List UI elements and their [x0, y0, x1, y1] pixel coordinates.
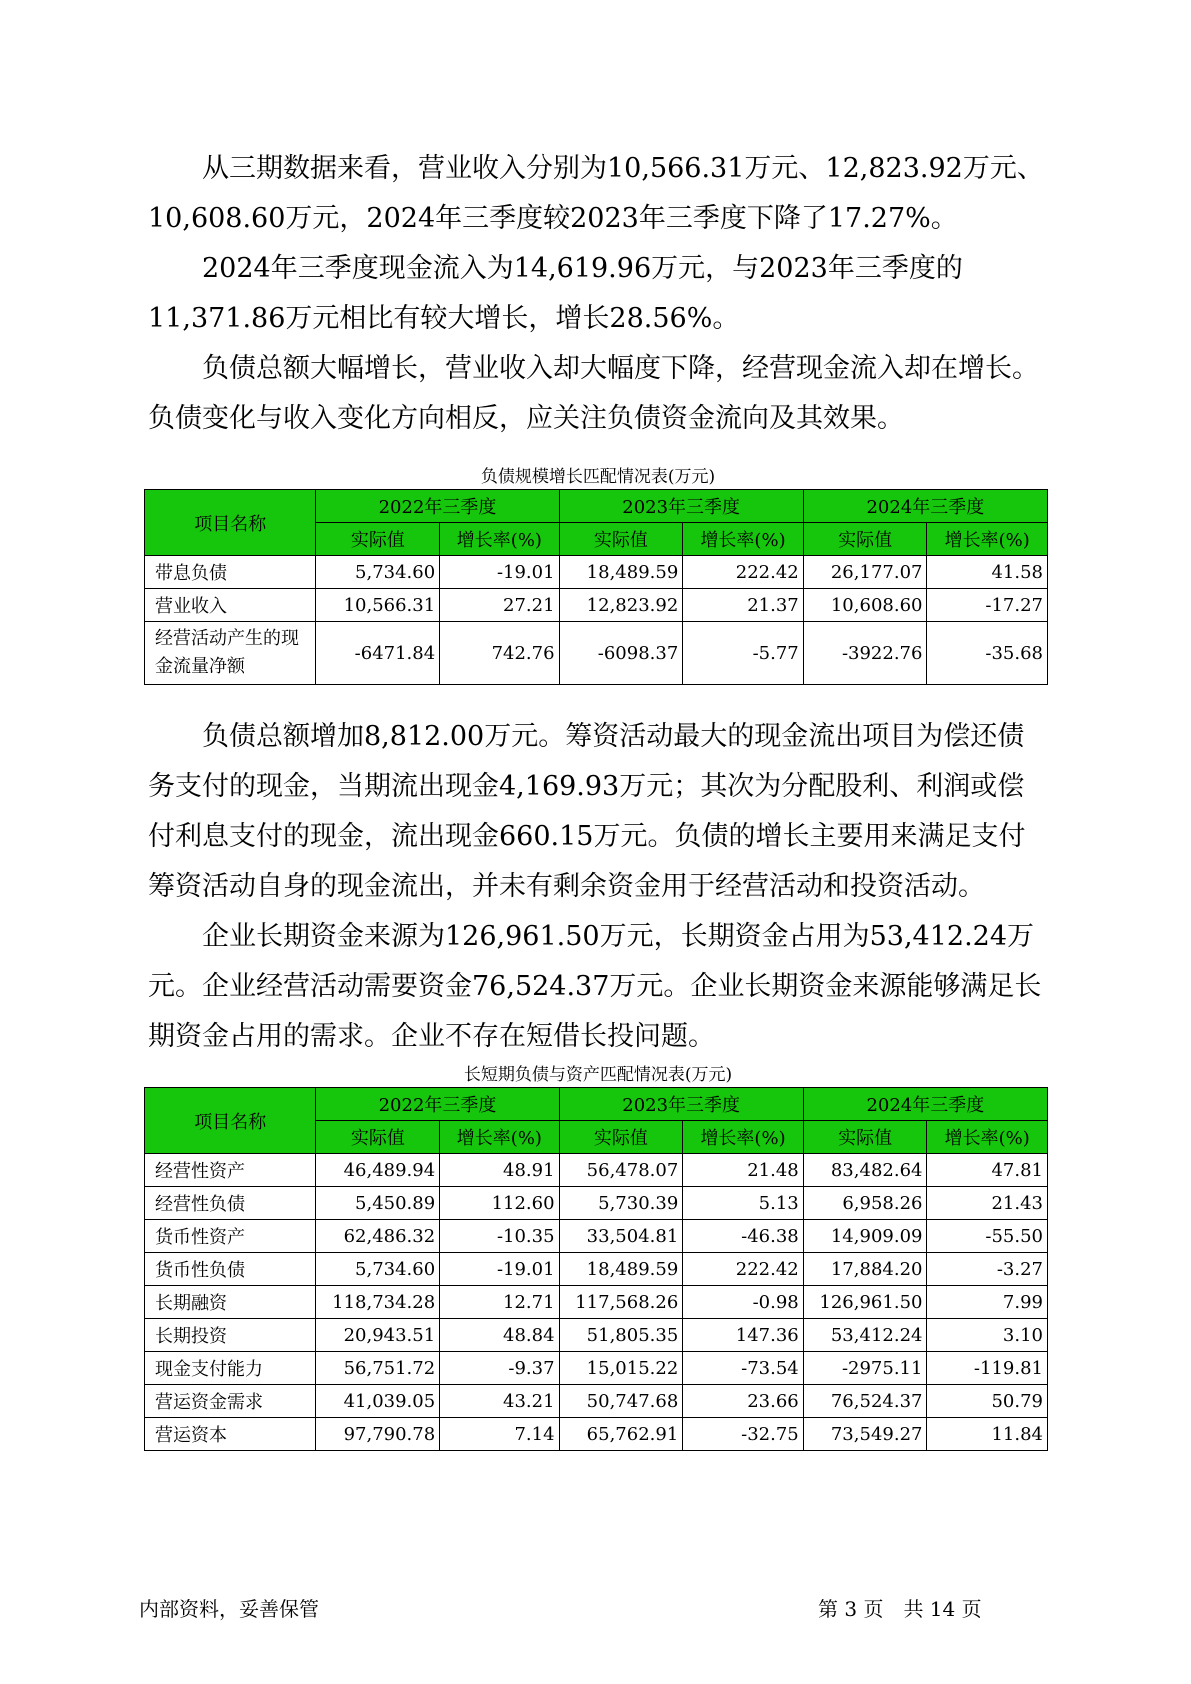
header-growth-rate: 增长率(%) [440, 1121, 559, 1154]
cell-growth-rate: 222.42 [683, 556, 803, 589]
table-debt-asset-match [144, 1087, 1048, 1451]
cell-growth-rate: 21.43 [927, 1187, 1048, 1220]
table-row [145, 1253, 1048, 1286]
cell-growth-rate: 43.21 [440, 1385, 559, 1418]
cell-growth-rate: -19.01 [440, 1253, 559, 1286]
cell-growth-rate: 222.42 [683, 1253, 803, 1286]
cell-actual-value: 53,412.24 [803, 1319, 927, 1352]
cell-growth-rate: 5.13 [683, 1187, 803, 1220]
header-actual-value: 实际值 [803, 1121, 927, 1154]
cell-actual-value: 33,504.81 [559, 1220, 683, 1253]
cell-growth-rate: 7.14 [440, 1418, 559, 1451]
header-period: 2023年三季度 [559, 1088, 803, 1121]
cell-actual-value: 118,734.28 [316, 1286, 440, 1319]
row-item-name: 营运资本 [145, 1418, 316, 1451]
paragraph-cash-inflow: 2024年三季度现金流入为14,619.96万元，与2023年三季度的11,371.86万元相比有较大增长，增长28.56%。 [148, 253, 963, 334]
cell-growth-rate: 742.76 [440, 622, 559, 685]
cell-growth-rate: 47.81 [927, 1154, 1048, 1187]
header-growth-rate: 增长率(%) [683, 523, 803, 556]
table-row [145, 1418, 1048, 1451]
cell-growth-rate: -0.98 [683, 1286, 803, 1319]
cell-growth-rate: -5.77 [683, 622, 803, 685]
header-growth-rate: 增长率(%) [440, 523, 559, 556]
table-row [145, 1385, 1048, 1418]
header-period: 2024年三季度 [803, 490, 1047, 523]
cell-actual-value: 76,524.37 [803, 1385, 927, 1418]
cell-actual-value: 6,958.26 [803, 1187, 927, 1220]
cell-growth-rate: 3.10 [927, 1319, 1048, 1352]
header-period: 2023年三季度 [559, 490, 803, 523]
cell-actual-value: 15,015.22 [559, 1352, 683, 1385]
row-item-name: 营运资金需求 [145, 1385, 316, 1418]
cell-actual-value: 20,943.51 [316, 1319, 440, 1352]
paragraph-debt-usage: 负债总额增加8,812.00万元。筹资活动最大的现金流出项目为偿还债务支付的现金，当期流出现金4,169.93万元；其次为分配股利、利润或偿付利息支付的现金，流出现金660.15万元。负债的增长主要用来满足支付筹资活动自身的现金流出，并未有剩余资金用于经营活动和投资活动。 [148, 721, 1026, 902]
cell-actual-value: 10,608.60 [803, 589, 927, 622]
cell-growth-rate: 50.79 [927, 1385, 1048, 1418]
row-item-name: 长期投资 [145, 1319, 316, 1352]
table-row [145, 1352, 1048, 1385]
cell-growth-rate: -9.37 [440, 1352, 559, 1385]
cell-actual-value: -6098.37 [559, 622, 683, 685]
header-growth-rate: 增长率(%) [927, 523, 1048, 556]
paragraph-revenue: 从三期数据来看，营业收入分别为10,566.31万元、12,823.92万元、10,608.60万元，2024年三季度较2023年三季度下降了17.27%。 [148, 153, 1044, 234]
cell-growth-rate: 11.84 [927, 1418, 1048, 1451]
cell-actual-value: 18,489.59 [559, 556, 683, 589]
cell-growth-rate: 7.99 [927, 1286, 1048, 1319]
table2-caption: 长短期负债与资产匹配情况表(万元) [463, 1065, 733, 1085]
table-row [145, 556, 1048, 589]
row-item-name: 货币性负债 [145, 1253, 316, 1286]
header-actual-value: 实际值 [316, 1121, 440, 1154]
paragraph-liability-trend: 负债总额大幅增长，营业收入却大幅度下降，经营现金流入却在增长。负债变化与收入变化方向相反，应关注负债资金流向及其效果。 [148, 353, 1039, 434]
cell-actual-value: 41,039.05 [316, 1385, 440, 1418]
cell-growth-rate: 23.66 [683, 1385, 803, 1418]
cell-actual-value: -2975.11 [803, 1352, 927, 1385]
row-item-name: 营业收入 [145, 589, 316, 622]
cell-actual-value: 5,450.89 [316, 1187, 440, 1220]
table-liability-growth-match [144, 489, 1048, 685]
cell-actual-value: 17,884.20 [803, 1253, 927, 1286]
cell-growth-rate: 41.58 [927, 556, 1048, 589]
table-row [145, 1187, 1048, 1220]
table-row [145, 1286, 1048, 1319]
cell-growth-rate: 27.21 [440, 589, 559, 622]
cell-actual-value: 73,549.27 [803, 1418, 927, 1451]
header-growth-rate: 增长率(%) [683, 1121, 803, 1154]
row-item-name: 经营性资产 [145, 1154, 316, 1187]
cell-growth-rate: -17.27 [927, 589, 1048, 622]
footer-confidential-note: 内部资料，妥善保管 [139, 1597, 319, 1621]
row-item-name: 经营活动产生的现金流量净额 [145, 622, 316, 685]
cell-actual-value: 56,751.72 [316, 1352, 440, 1385]
cell-growth-rate: 21.48 [683, 1154, 803, 1187]
table-row [145, 589, 1048, 622]
cell-actual-value: 12,823.92 [559, 589, 683, 622]
header-growth-rate: 增长率(%) [927, 1121, 1048, 1154]
row-item-name: 经营性负债 [145, 1187, 316, 1220]
cell-growth-rate: 112.60 [440, 1187, 559, 1220]
table-row [145, 1220, 1048, 1253]
cell-actual-value: -6471.84 [316, 622, 440, 685]
header-item-name: 项目名称 [145, 490, 316, 556]
header-period: 2022年三季度 [316, 490, 559, 523]
cell-actual-value: 5,730.39 [559, 1187, 683, 1220]
header-actual-value: 实际值 [316, 523, 440, 556]
cell-actual-value: 56,478.07 [559, 1154, 683, 1187]
cell-actual-value: 50,747.68 [559, 1385, 683, 1418]
cell-actual-value: 18,489.59 [559, 1253, 683, 1286]
row-item-name: 现金支付能力 [145, 1352, 316, 1385]
cell-actual-value: 65,762.91 [559, 1418, 683, 1451]
cell-growth-rate: -55.50 [927, 1220, 1048, 1253]
cell-actual-value: 46,489.94 [316, 1154, 440, 1187]
cell-actual-value: 51,805.35 [559, 1319, 683, 1352]
cell-actual-value: -3922.76 [803, 622, 927, 685]
row-item-name: 带息负债 [145, 556, 316, 589]
cell-growth-rate: -10.35 [440, 1220, 559, 1253]
header-actual-value: 实际值 [803, 523, 927, 556]
header-item-name: 项目名称 [145, 1088, 316, 1154]
cell-growth-rate: -19.01 [440, 556, 559, 589]
table-row [145, 622, 1048, 685]
cell-growth-rate: 48.91 [440, 1154, 559, 1187]
header-period: 2022年三季度 [316, 1088, 559, 1121]
cell-growth-rate: -35.68 [927, 622, 1048, 685]
cell-actual-value: 5,734.60 [316, 556, 440, 589]
cell-actual-value: 26,177.07 [803, 556, 927, 589]
cell-growth-rate: -32.75 [683, 1418, 803, 1451]
header-period: 2024年三季度 [803, 1088, 1047, 1121]
cell-growth-rate: 12.71 [440, 1286, 559, 1319]
row-item-name: 长期融资 [145, 1286, 316, 1319]
row-item-name: 货币性资产 [145, 1220, 316, 1253]
cell-actual-value: 97,790.78 [316, 1418, 440, 1451]
cell-growth-rate: -46.38 [683, 1220, 803, 1253]
cell-actual-value: 62,486.32 [316, 1220, 440, 1253]
table-row [145, 1154, 1048, 1187]
cell-actual-value: 126,961.50 [803, 1286, 927, 1319]
cell-growth-rate: -73.54 [683, 1352, 803, 1385]
cell-growth-rate: -119.81 [927, 1352, 1048, 1385]
cell-growth-rate: 147.36 [683, 1319, 803, 1352]
table-row [145, 1319, 1048, 1352]
cell-growth-rate: 21.37 [683, 589, 803, 622]
header-actual-value: 实际值 [559, 523, 683, 556]
paragraph-long-term-funds: 企业长期资金来源为126,961.50万元，长期资金占用为53,412.24万元。企业经营活动需要资金76,524.37万元。企业长期资金来源能够满足长期资金占用的需求。企业不存在短借长投问题。 [148, 921, 1042, 1052]
header-actual-value: 实际值 [559, 1121, 683, 1154]
cell-actual-value: 5,734.60 [316, 1253, 440, 1286]
table1-caption: 负债规模增长匹配情况表(万元) [480, 467, 716, 487]
cell-growth-rate: -3.27 [927, 1253, 1048, 1286]
cell-growth-rate: 48.84 [440, 1319, 559, 1352]
footer-page-number: 第 3 页 共 14 页 [818, 1597, 982, 1621]
cell-actual-value: 14,909.09 [803, 1220, 927, 1253]
cell-actual-value: 83,482.64 [803, 1154, 927, 1187]
cell-actual-value: 117,568.26 [559, 1286, 683, 1319]
cell-actual-value: 10,566.31 [316, 589, 440, 622]
